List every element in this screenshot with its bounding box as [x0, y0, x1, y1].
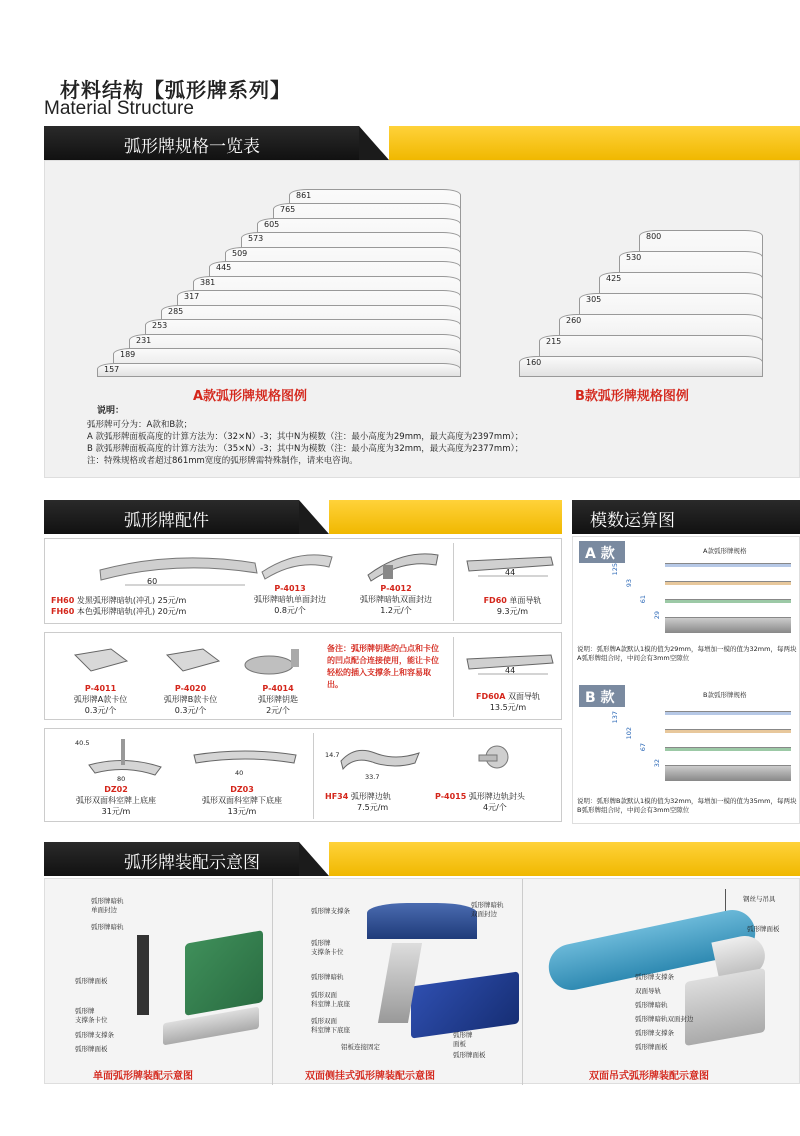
spec-step-157 [97, 363, 461, 378]
p4011-name: 弧形牌A款卡位 [73, 695, 128, 704]
key-note: 备注：弧形牌钥匙的凸点和卡位的凹点配合连接使用，能让卡位轻松的插入支撑条上和容易取出。 [327, 644, 439, 689]
a-chart-title: A款弧形牌规格 [703, 547, 747, 555]
blue-panel-top [367, 903, 477, 939]
d3-caption: 双面吊式弧形牌装配示意图 [589, 1071, 709, 1082]
section-assembly-header [44, 842, 800, 876]
p4012-code: P-4012 [380, 584, 412, 593]
label-text: 弧形牌暗轨 [471, 901, 504, 909]
fd60a-code: FD60A [476, 692, 506, 701]
fd60-dim: 44 [505, 568, 516, 577]
p4014-code: P-4014 [262, 684, 294, 693]
p4014-desc [233, 683, 323, 716]
label-text: 弧形双面 [311, 1017, 337, 1025]
d1-caption: 单面弧形牌装配示意图 [93, 1071, 193, 1082]
dz03-code: DZ03 [230, 785, 254, 794]
module-dim: 137 [611, 711, 619, 724]
module-strip [665, 747, 791, 751]
page-title-en: Material Structure [44, 98, 194, 119]
spec-value: 260 [566, 316, 582, 325]
divider [453, 543, 454, 621]
label-text: 双面导轨 [635, 987, 661, 995]
p4020-code: P-4020 [174, 684, 207, 693]
dz02-desc [51, 784, 181, 817]
support-bar [137, 935, 149, 1015]
label-text: 弧形牌 [75, 1007, 95, 1015]
p4012-desc [341, 583, 451, 616]
note-line: 弧形牌可分为：A款和B款； [87, 420, 193, 430]
module-dim: 102 [625, 727, 633, 740]
green-panel [185, 930, 263, 1016]
hf34-code: HF34 [325, 792, 349, 801]
b-caption: B款弧形牌规格图例 [575, 389, 689, 404]
notes [87, 419, 797, 467]
label-text: 弧形牌支撑条 [635, 1029, 674, 1037]
divider [453, 637, 454, 717]
module-strip [665, 617, 791, 633]
header-accent [329, 842, 800, 876]
blue-panel [411, 971, 519, 1038]
label-text: 弧形牌 [311, 939, 331, 947]
dz02-height: 40.5 [75, 739, 90, 747]
spec-value: 381 [200, 277, 216, 287]
spec-value: 253 [152, 321, 168, 330]
notes-title: 说明： [97, 406, 125, 416]
p4013-price: 0.8元/个 [274, 606, 306, 615]
fd60a-desc [457, 691, 559, 713]
b-chart-title: B款弧形牌规格 [703, 691, 747, 699]
section-spec-header [44, 126, 800, 160]
fd60-desc [465, 595, 560, 617]
label [453, 1031, 473, 1049]
fd60-code: FD60 [483, 596, 507, 605]
fh60-dim: 60 [147, 577, 158, 586]
label-text: 弧形牌暗轨 [91, 897, 124, 905]
label-text: 弧形牌暗轨双面封边 [635, 1015, 694, 1023]
p4012-price: 1.2元/个 [380, 606, 412, 615]
fd60a-dim: 44 [505, 666, 516, 675]
spec-value: 305 [586, 295, 602, 304]
hf34-price: 7.5元/m [357, 803, 389, 812]
label [91, 897, 124, 915]
p4015-illustration [473, 743, 513, 779]
section-parts-header [44, 500, 562, 534]
dz03-width: 40 [235, 769, 244, 777]
spec-value: 765 [280, 205, 296, 214]
dz03-name: 弧形双面科室牌下底座 [202, 796, 282, 805]
module-panel [572, 536, 800, 824]
label-text: 弧形牌面板 [635, 1043, 668, 1051]
hf34-height: 14.7 [325, 751, 340, 759]
a-module-note: 说明：弧形牌A款默认1模的值为29mm，每增加一模的值为32mm，每两块A弧形牌组合时，中间会有3mm空隙位 [577, 645, 797, 662]
p4011-desc [53, 683, 148, 716]
label-text: 单面封边 [91, 906, 117, 914]
section-module-title: 模数运算图 [572, 500, 800, 534]
label [311, 991, 350, 1009]
p4013-illustration [257, 547, 337, 582]
module-dim: 125 [611, 563, 619, 576]
hf34-desc [325, 791, 391, 813]
module-strip [665, 581, 791, 585]
divider [313, 733, 314, 819]
spec-value: 425 [606, 274, 622, 283]
fh60-line2: 本色弧形牌暗轨(冲孔) 20元/m [76, 607, 187, 616]
p4020-illustration [163, 645, 223, 677]
p4020-desc [143, 683, 238, 716]
label-text: 弧形牌面板 [75, 1045, 108, 1053]
label-text: 弧形牌暗轨 [91, 923, 124, 931]
p4012-illustration [363, 547, 443, 582]
module-strip [665, 599, 791, 603]
p4015-price: 4元/个 [483, 803, 507, 812]
hf34-width: 33.7 [365, 773, 380, 781]
p4013-name: 弧形牌暗轨单面封边 [254, 595, 326, 604]
label-text: 面板 [453, 1040, 466, 1048]
a-model-tab: A 款 [579, 541, 625, 563]
p4014-name: 弧形牌钥匙 [258, 695, 298, 704]
module-dim: 61 [639, 595, 647, 604]
module-dim: 29 [653, 611, 661, 620]
fd60-name: 单面导轨 [509, 596, 542, 605]
a-caption: A款弧形牌规格图例 [193, 389, 308, 404]
spec-value: 285 [168, 306, 184, 316]
label-text: 科室牌下底座 [311, 1026, 350, 1034]
module-dim: 67 [639, 743, 647, 752]
fh60-desc [51, 595, 186, 617]
fd60-price: 9.3元/m [496, 607, 529, 616]
assembly-panel [44, 878, 800, 1084]
p4015-code: P-4015 [435, 792, 467, 801]
label-text: 弧形牌支撑条 [75, 1031, 114, 1039]
spec-value: 530 [626, 253, 642, 262]
fh60-line1: 发黑弧形牌暗轨(冲孔) 25元/m [76, 596, 187, 605]
spec-value: 215 [546, 337, 562, 346]
header-accent [389, 126, 800, 160]
section-spec-title: 弧形牌规格一览表 [44, 126, 359, 160]
parts-row-2 [44, 632, 562, 720]
module-dim: 93 [625, 579, 633, 588]
header-accent [329, 500, 562, 534]
exploded-parts [685, 968, 765, 1046]
d2-caption: 双面侧挂式弧形牌装配示意图 [305, 1071, 435, 1082]
p4012-name: 弧形牌暗轨双面封边 [360, 595, 432, 604]
spec-step-160 [519, 356, 763, 377]
label-text: 弧形牌面板 [747, 925, 780, 933]
dz02-code: DZ02 [104, 785, 128, 794]
fh60-code: FH60 [51, 596, 75, 605]
spec-value: 573 [248, 234, 264, 243]
module-strip [665, 711, 791, 715]
dz03-price: 13元/m [227, 807, 257, 816]
label-text: 支撑条卡位 [75, 1016, 108, 1024]
label [311, 939, 344, 957]
spec-value: 189 [120, 350, 136, 359]
parts-row-1 [44, 538, 562, 624]
label-text: 弧形双面 [311, 991, 337, 999]
label-text: 弧形牌暗轨 [311, 973, 344, 981]
p4020-price: 0.3元/个 [174, 706, 207, 715]
label-text: 科室牌上底座 [311, 1000, 350, 1008]
p4013-desc [235, 583, 345, 616]
hf34-illustration [335, 739, 425, 777]
page-title-cn: 材料结构【弧形牌系列】 [60, 78, 291, 102]
label-text: 弧形牌面板 [453, 1051, 486, 1059]
note-line: 注：特殊规格或者超过861mm宽度的弧形牌需特殊制作，请来电咨询。 [87, 456, 358, 466]
label-text: 弧形牌暗轨 [635, 1001, 668, 1009]
p4011-illustration [71, 645, 131, 677]
spec-panel [44, 160, 800, 478]
spec-value: 605 [264, 219, 280, 229]
p4011-code: P-4011 [84, 684, 117, 693]
spec-value: 445 [216, 263, 232, 272]
module-dim: 32 [653, 759, 661, 768]
p4015-desc [435, 791, 525, 813]
dz02-width: 80 [117, 775, 126, 783]
label-text: 弧形牌支撑条 [635, 973, 674, 981]
dz02-name: 弧形双面科室牌上底座 [76, 796, 156, 805]
parts-row-3 [44, 728, 562, 822]
p4014-price: 2元/个 [266, 706, 290, 715]
module-strip [665, 729, 791, 733]
section-assembly-title: 弧形牌装配示意图 [44, 842, 299, 876]
b-model-tab: B 款 [579, 685, 625, 707]
spec-value: 157 [104, 364, 120, 374]
module-strip [665, 765, 791, 781]
p4015-name: 弧形牌边轨封头 [468, 792, 525, 801]
fh60-code-2: FH60 [51, 607, 75, 616]
label-text: 弧形牌面板 [75, 977, 108, 985]
single-side-diagram [45, 879, 273, 1085]
dz02-price: 31元/m [101, 807, 131, 816]
p4020-name: 弧形牌B款卡位 [163, 695, 218, 704]
label-text: 支撑条卡位 [311, 948, 344, 956]
spec-value: 317 [184, 292, 200, 301]
label-text: 弧形牌 [453, 1031, 473, 1039]
label [471, 901, 504, 919]
note-line: B 款弧形牌面板高度的计算方法为：（35×N）-3；其中N为模数（注：最小高度为32mm，最大高度为2377mm）； [87, 444, 524, 454]
fd60a-price: 13.5元/m [489, 703, 527, 712]
p4013-code: P-4013 [274, 584, 306, 593]
label [75, 1007, 108, 1025]
label-text: 弧形牌支撑条 [311, 907, 350, 915]
hf34-name: 弧形牌边轨 [350, 792, 391, 801]
panel-face [163, 1007, 259, 1046]
fd60a-name: 双面导轨 [507, 692, 540, 701]
double-side-hanging-ceiling-diagram [525, 879, 800, 1085]
note-line: A 款弧形牌面板高度的计算方法为：（32×N）-3；其中N为模数（注：最小高度为29mm，最大高度为2397mm）； [87, 432, 524, 442]
label-text: 钢丝与吊具 [743, 895, 776, 903]
dz03-desc [177, 784, 307, 817]
section-parts-title: 弧形牌配件 [44, 500, 299, 534]
p4014-illustration [241, 643, 311, 679]
b-module-note: 说明：弧形牌B款默认1模的值为32mm，每增加一模的值为35mm，每两块B弧形牌组合时，中间会有3mm空隙位 [577, 797, 797, 814]
spec-value: 231 [136, 335, 152, 345]
spec-value: 800 [646, 232, 662, 241]
spec-value: 160 [526, 358, 542, 367]
spec-value: 509 [232, 248, 248, 258]
double-side-hanging-diagram [275, 879, 523, 1085]
module-strip [665, 563, 791, 567]
p4011-price: 0.3元/个 [84, 706, 117, 715]
spec-value: 861 [296, 190, 312, 200]
label-text: 铝板连接固定 [341, 1043, 380, 1051]
label [311, 1017, 350, 1035]
dz03-illustration [190, 743, 300, 773]
label-text: 双面封边 [471, 910, 497, 918]
